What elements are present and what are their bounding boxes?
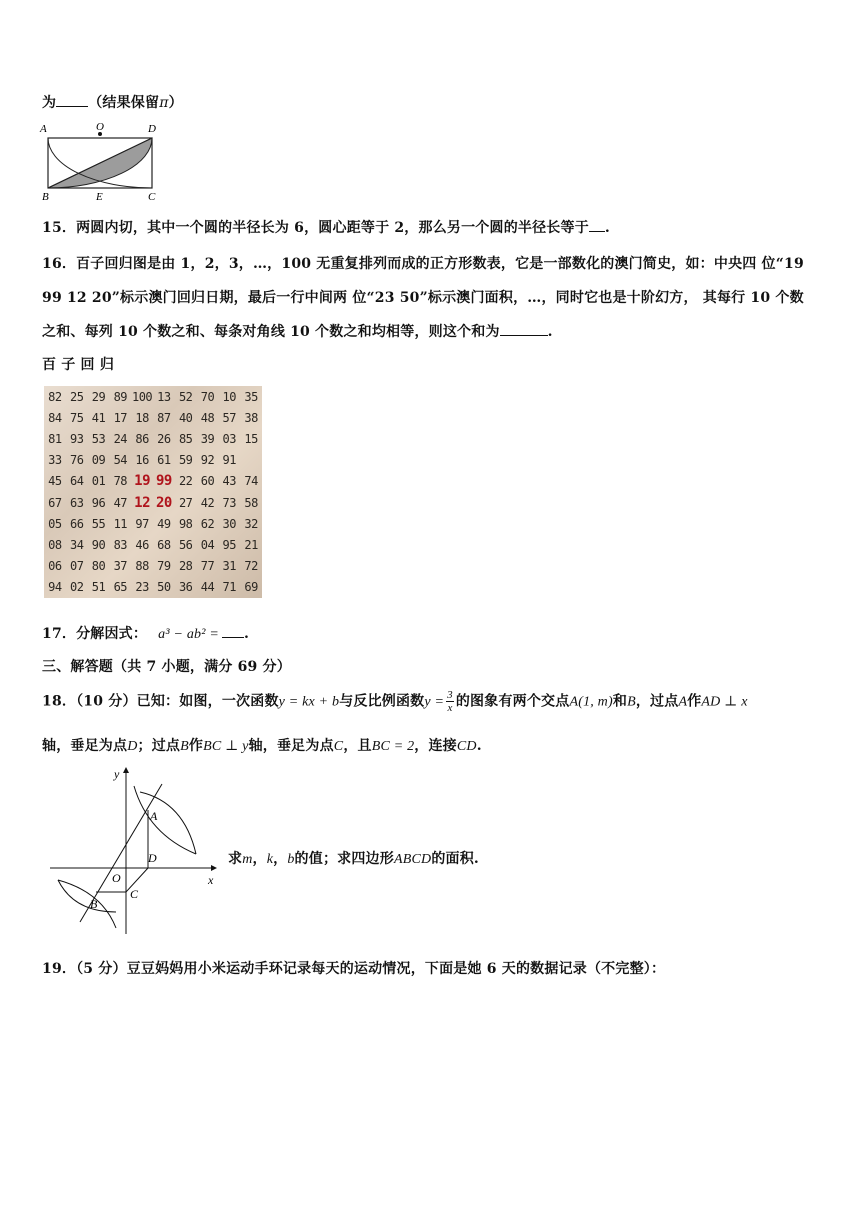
q18-figure — [44, 762, 224, 938]
magic-square-row — [44, 471, 262, 492]
q18-label-a: A — [150, 809, 158, 823]
magic-square-cell: 65 — [113, 580, 128, 595]
magic-square-row — [44, 577, 262, 598]
q18-task-bval: b — [287, 852, 295, 867]
magic-square-cell: 10 — [222, 389, 236, 404]
magic-square-cell: 28 — [178, 559, 193, 574]
q18-perp1: AD ⊥ x — [701, 694, 748, 710]
q17-prefix: 17．分解因式： — [42, 626, 148, 642]
q18-line2-c: 作 — [188, 738, 204, 754]
q14-label-o: O — [96, 121, 104, 133]
magic-square-cell: 51 — [91, 580, 106, 595]
magic-square-cell: 96 — [91, 495, 106, 510]
magic-square-cell: 33 — [48, 453, 62, 468]
magic-square-cell: 75 — [69, 410, 84, 425]
magic-square-image — [44, 386, 262, 598]
q18-func1: y = kx + b — [278, 694, 340, 710]
q16-answer-blank — [500, 323, 548, 336]
q18-point-b: B — [627, 694, 636, 710]
q14-label-b: B — [42, 191, 49, 203]
magic-square-cell: 66 — [69, 516, 84, 531]
q18-task-c: ， — [273, 851, 288, 867]
magic-square-cell: 42 — [200, 495, 215, 510]
magic-square-cell: 48 — [200, 410, 215, 425]
magic-square-cell: 47 — [113, 495, 128, 510]
q18-line2-f: ，连接 — [414, 738, 457, 754]
magic-square-cell: 41 — [91, 410, 106, 425]
magic-square-cell: 07 — [69, 559, 84, 574]
q18-d: D — [127, 739, 138, 754]
q16-line3 — [42, 321, 553, 341]
magic-square-cell: 24 — [113, 431, 128, 446]
magic-square-cell: 76 — [69, 453, 84, 468]
magic-square-cell: 23 — [135, 580, 149, 595]
magic-square-cell: 82 — [48, 389, 62, 404]
q18-hyperbola-q3 — [58, 880, 116, 928]
q14-suffix: （结果保留 — [88, 95, 160, 111]
magic-square-cell: 12 — [134, 494, 151, 511]
magic-square-cell: 45 — [48, 474, 62, 489]
magic-square-cell: 63 — [69, 495, 84, 510]
magic-square-cell: 56 — [178, 537, 193, 552]
magic-square-cell: 88 — [135, 559, 149, 574]
q18-line1-f: 作 — [687, 693, 702, 710]
q18-line1-a: 18．（10 分）已知：如图，一次函数 — [42, 693, 279, 710]
q18-task-a: 求 — [228, 851, 243, 867]
magic-square-cell: 01 — [91, 474, 106, 489]
q16-line2: 99 12 20”标示澳门回归日期，最后一行中间两 位“23 50”标示澳门面积，…，同时它也是十阶幻方， 其每行 10 个数 — [42, 290, 804, 306]
q18-label-x: x — [208, 873, 214, 887]
magic-square-cell: 26 — [157, 431, 171, 446]
magic-square-cell: 13 — [157, 389, 171, 404]
magic-square-cell: 40 — [178, 410, 193, 425]
q14-label-a: A — [40, 123, 47, 135]
magic-square-cell: 37 — [113, 559, 128, 574]
magic-square-row — [44, 492, 262, 513]
magic-square-cell: 64 — [69, 474, 84, 489]
q14-figure — [38, 120, 164, 204]
q18-line2 — [42, 735, 482, 755]
magic-square-cell: 16 — [135, 453, 149, 468]
magic-square-cell: 94 — [48, 580, 62, 595]
magic-square-cell: 25 — [69, 389, 84, 404]
magic-square-cell: 72 — [244, 559, 258, 574]
magic-square-cell: 08 — [48, 537, 62, 552]
magic-square-cell: 53 — [91, 431, 106, 446]
magic-square-cell: 11 — [113, 516, 128, 531]
magic-square-cell: 03 — [222, 431, 236, 446]
magic-square-cell: 86 — [135, 431, 149, 446]
section3-title: 三、解答题（共 7 小题，满分 69 分） — [42, 659, 291, 675]
magic-square-cell: 55 — [91, 516, 106, 531]
magic-square-row — [44, 386, 262, 407]
q18-task-abcd: ABCD — [393, 852, 432, 867]
magic-square-cell: 02 — [69, 580, 84, 595]
magic-square-cell: 20 — [155, 494, 172, 511]
q18-label-b: B — [90, 897, 98, 911]
q18-line2-d: 轴，垂足为点 — [248, 738, 334, 754]
magic-square-cell: 99 — [155, 473, 172, 490]
q16-line1: 16．百子回归图是由 1，2，3，…，100 无重复排列而成的正方形数表，它是一部数化的澳门简史，如：中央四 位“19 — [42, 256, 804, 272]
q18-cd: CD — [456, 739, 477, 754]
q18-line1-b: 与反比例函数 — [339, 693, 425, 710]
q18-c: C — [333, 739, 344, 754]
magic-square-cell: 38 — [244, 410, 258, 425]
q16-line3-text: 之和、每列 10 个数之和、每条对角线 10 个数之和均相等，则这个和为 — [42, 324, 500, 340]
magic-square-cell: 06 — [48, 559, 62, 574]
magic-square-cell: 85 — [178, 431, 193, 446]
q17-answer-blank — [222, 625, 244, 638]
q18-func2-lhs: y = — [424, 694, 445, 710]
q18-func2-den: x — [447, 702, 453, 714]
magic-square-cell: 77 — [200, 559, 215, 574]
q14-close: ） — [168, 95, 183, 111]
q18-line1 — [42, 689, 748, 714]
magic-square-row — [44, 556, 262, 577]
magic-square-cell: 87 — [157, 410, 171, 425]
q14-label-d: D — [148, 123, 156, 135]
q18-task-b: ， — [252, 851, 267, 867]
magic-square-cell: 80 — [91, 559, 106, 574]
magic-square-cell: 27 — [178, 495, 193, 510]
magic-square-cell: 69 — [244, 580, 258, 595]
q18-line2-e: ，且 — [343, 738, 372, 754]
q18-task-m: m — [242, 852, 253, 867]
magic-square-row — [44, 428, 262, 449]
q15-line — [42, 217, 610, 237]
q18-label-c: C — [130, 887, 139, 901]
q15-end: . — [604, 220, 610, 236]
q16-caption: 百 子 回 归 — [42, 357, 115, 373]
q18-line1-d: 和 — [612, 693, 628, 710]
q18-a: A — [678, 694, 688, 710]
magic-square-cell: 100 — [131, 389, 153, 404]
q18-task-k: k — [266, 852, 274, 867]
q18-b2: B — [180, 739, 189, 754]
magic-square-row — [44, 407, 262, 428]
magic-square-cell: 92 — [200, 453, 215, 468]
q18-task — [228, 848, 479, 868]
magic-square-cell: 83 — [113, 537, 128, 552]
magic-square-cell: 35 — [244, 389, 258, 404]
magic-square-cell: 84 — [48, 410, 62, 425]
magic-square-cell: 54 — [113, 453, 128, 468]
q15-answer-blank — [589, 219, 605, 232]
q18-label-o: O — [112, 871, 121, 885]
q18-line2-b: ；过点 — [137, 738, 181, 754]
magic-square-cell: 74 — [244, 474, 258, 489]
magic-square-cell: 90 — [91, 537, 106, 552]
q17-expression: a³ − ab² = — [158, 627, 219, 642]
magic-square-cell: 22 — [178, 474, 193, 489]
magic-square-cell: 70 — [200, 389, 215, 404]
magic-square-cell: 89 — [113, 389, 128, 404]
magic-square-cell: 46 — [135, 537, 149, 552]
magic-square-row — [44, 450, 262, 471]
q18-line1-e: ，过点 — [635, 693, 679, 710]
magic-square-cell: 44 — [200, 580, 215, 595]
q18-bc: BC = 2 — [371, 739, 415, 754]
magic-square-cell: 36 — [178, 580, 193, 595]
q14-label-c: C — [148, 191, 156, 203]
magic-square-cell: 21 — [244, 537, 258, 552]
magic-square-cell: 15 — [244, 431, 258, 446]
magic-square-cell: 60 — [200, 474, 215, 489]
q14-tail-line — [42, 92, 183, 112]
magic-square-cell: 39 — [200, 431, 215, 446]
magic-square-cell: 67 — [48, 495, 62, 510]
magic-square-cell: 34 — [69, 537, 84, 552]
magic-square-cell: 30 — [222, 516, 236, 531]
q18-label-d: D — [148, 851, 157, 865]
magic-square-cell: 09 — [91, 453, 106, 468]
magic-square-cell: 31 — [222, 559, 236, 574]
magic-square-cell: 58 — [244, 495, 258, 510]
magic-square-cell: 79 — [157, 559, 171, 574]
q15-text: 15．两圆内切，其中一个圆的半径长为 6，圆心距等于 2，那么另一个圆的半径长等于 — [42, 220, 589, 236]
magic-square-cell: 59 — [178, 453, 193, 468]
magic-square-cell: 62 — [200, 516, 215, 531]
q18-line2-g: . — [476, 738, 482, 754]
q14-answer-blank — [56, 94, 88, 107]
magic-square-cell: 68 — [157, 537, 171, 552]
magic-square-cell: 50 — [157, 580, 171, 595]
magic-square-cell: 32 — [244, 516, 258, 531]
magic-square-cell: 57 — [222, 410, 236, 425]
q16-end: . — [547, 324, 553, 340]
magic-square-cell: 19 — [134, 473, 151, 490]
magic-square-cell: 71 — [222, 580, 236, 595]
magic-square-cell: 91 — [222, 453, 236, 468]
q17-end: . — [243, 626, 250, 642]
q18-line1-c: 的图象有两个交点 — [455, 693, 570, 710]
q18-point-a: A(1, m) — [569, 694, 613, 710]
q17-line — [42, 623, 249, 643]
magic-square-cell: 95 — [222, 537, 236, 552]
magic-square-cell: 73 — [222, 495, 236, 510]
magic-square-cell: 97 — [135, 516, 149, 531]
magic-square-cell: 18 — [135, 410, 149, 425]
magic-square-cell: 49 — [157, 516, 171, 531]
q18-tangent-curve-bottom — [58, 880, 116, 912]
magic-square-cell: 93 — [69, 431, 84, 446]
magic-square-cell: 29 — [91, 389, 106, 404]
magic-square-cell: 43 — [222, 474, 236, 489]
q14-prefix: 为 — [42, 95, 57, 111]
magic-square-cell: 61 — [157, 453, 171, 468]
magic-square-row — [44, 534, 262, 555]
q18-label-y: y — [114, 767, 120, 781]
q18-task-d: 的值；求四边形 — [294, 851, 394, 867]
magic-square-row — [44, 513, 262, 534]
magic-square-cell: 78 — [113, 474, 128, 489]
magic-square-cell: 81 — [48, 431, 62, 446]
q18-func2-fraction — [446, 689, 454, 714]
q19-line: 19．（5 分）豆豆妈妈用小米运动手环记录每天的运动情况，下面是她 6 天的数据记录（不完整）： — [42, 961, 666, 977]
q14-pi: π — [159, 95, 169, 111]
magic-square-cell: 98 — [178, 516, 193, 531]
q18-task-e: 的面积. — [431, 851, 479, 867]
magic-square-cell: 05 — [48, 516, 62, 531]
magic-square-cell: 04 — [200, 537, 215, 552]
q18-hyperbola-q1 — [134, 786, 196, 854]
magic-square-cell: 17 — [113, 410, 128, 425]
q18-perp2: BC ⊥ y — [203, 739, 249, 754]
magic-square-cell: 52 — [178, 389, 193, 404]
q18-func2-num: 3 — [447, 689, 453, 701]
q14-label-e: E — [96, 191, 103, 203]
q18-line2-a: 轴，垂足为点 — [42, 738, 128, 754]
